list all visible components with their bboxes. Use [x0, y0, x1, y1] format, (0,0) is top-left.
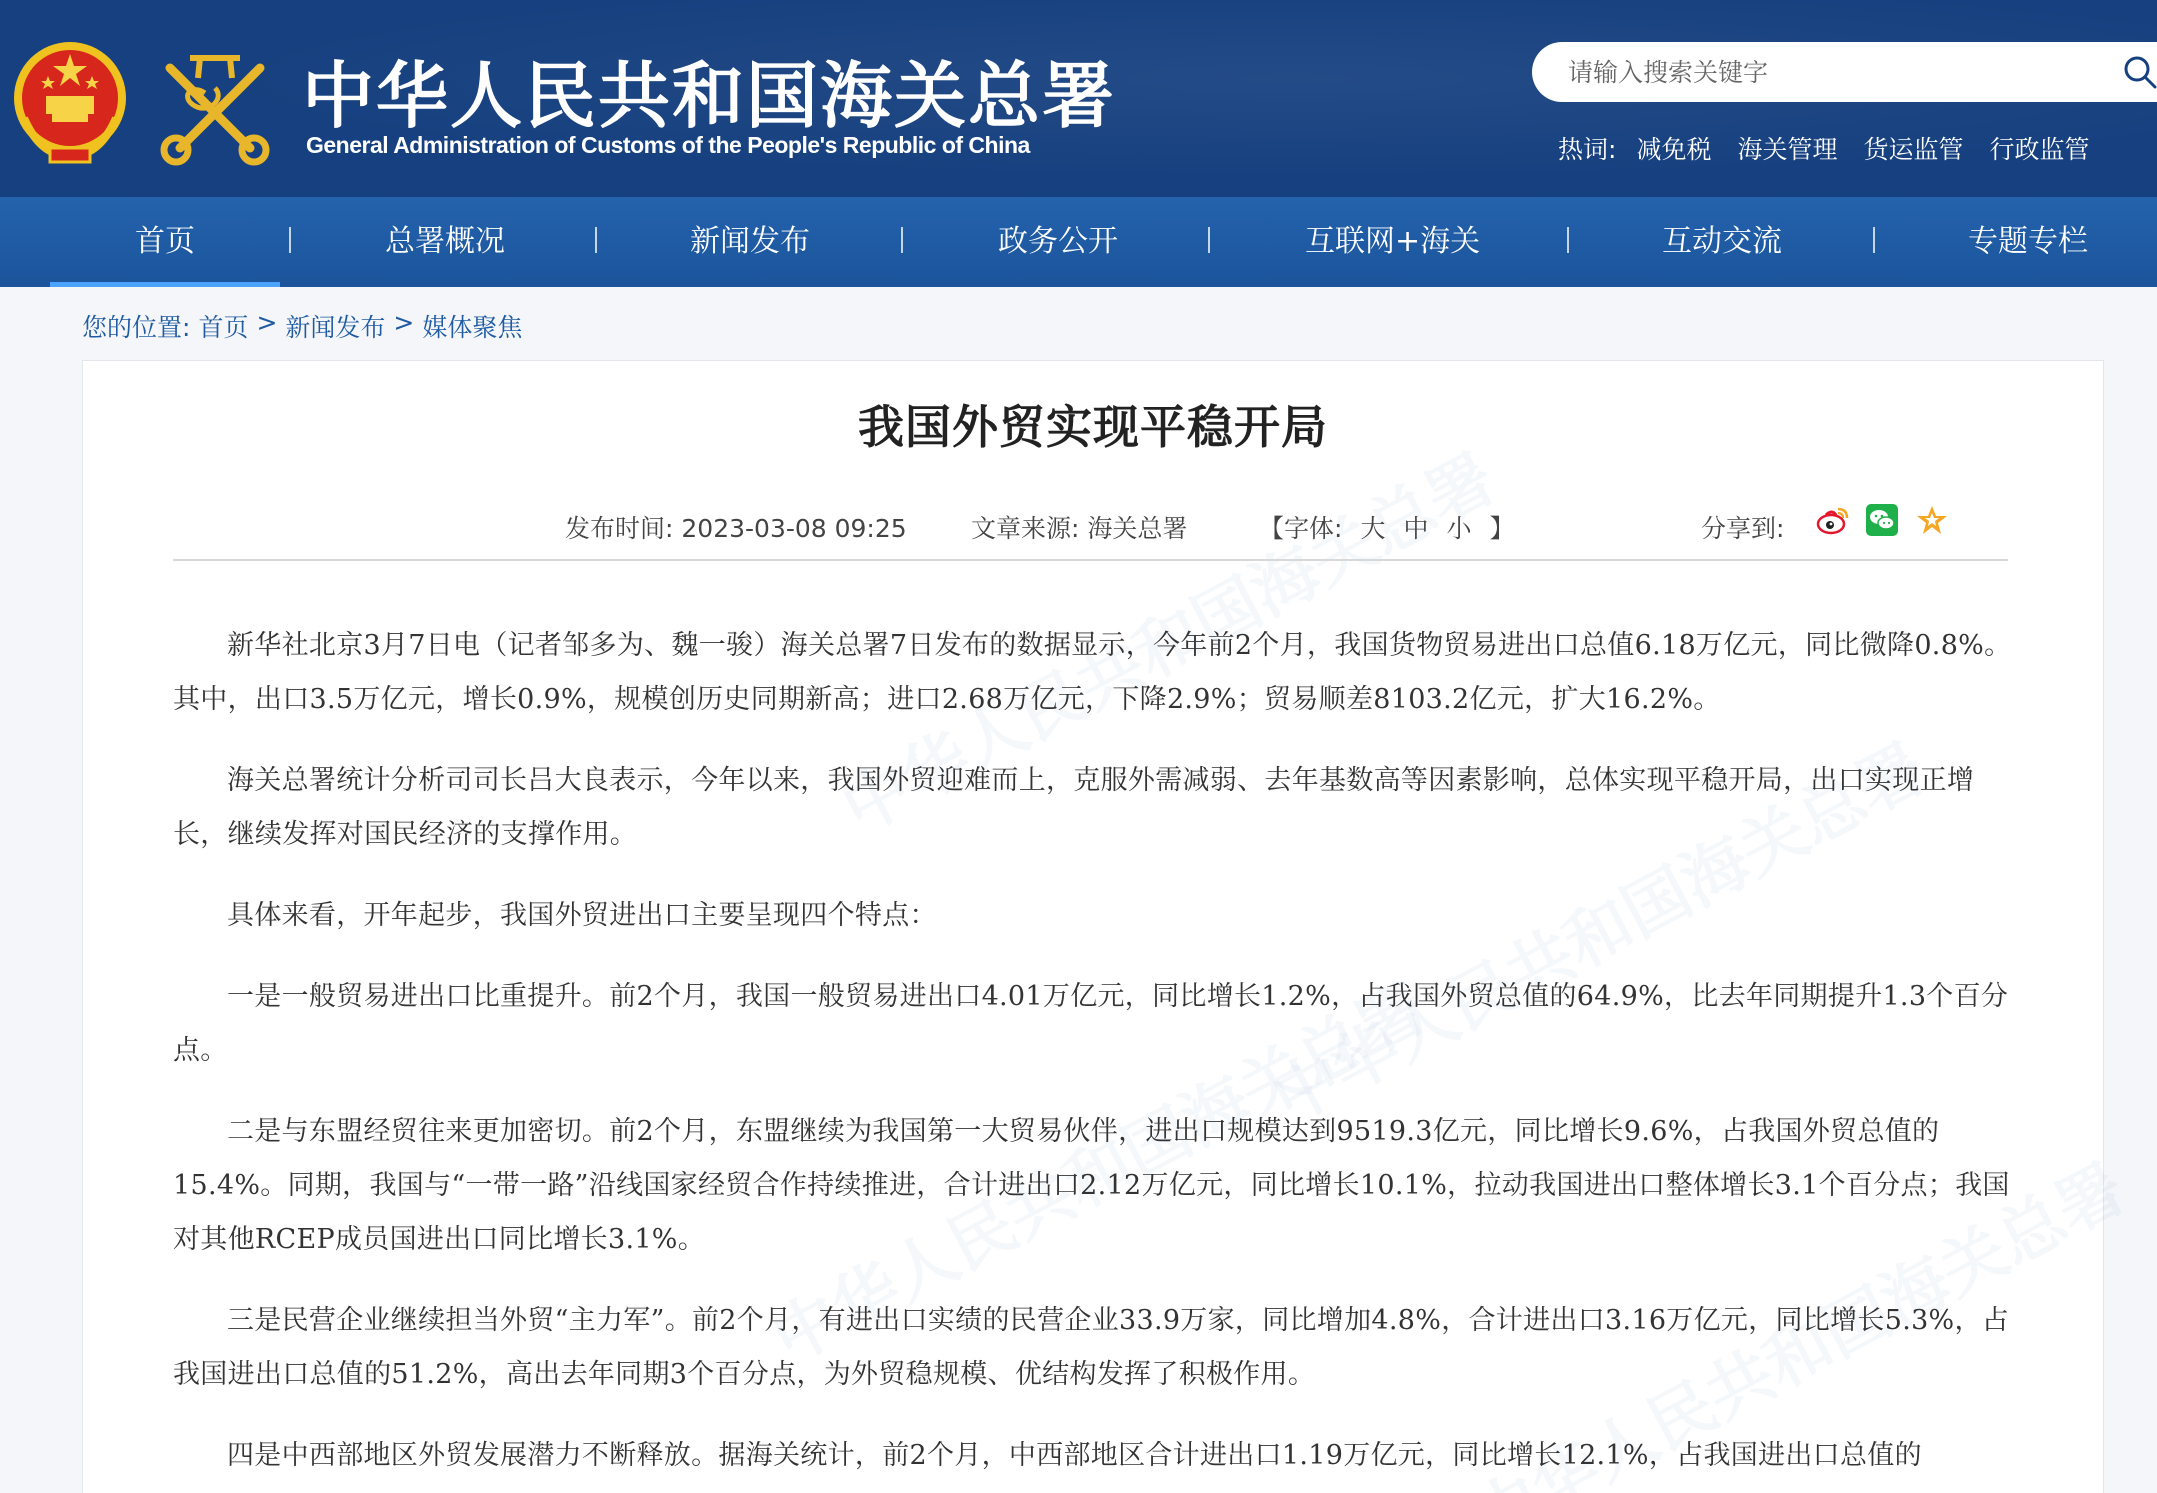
- breadcrumb-link-home[interactable]: 首页: [198, 313, 249, 342]
- wechat-icon[interactable]: [1865, 503, 1899, 537]
- publish-time: [565, 509, 907, 545]
- nav-divider: [901, 227, 903, 253]
- hot-word-link[interactable]: 减免税: [1636, 135, 1712, 164]
- nav-item-internet-customs[interactable]: 互联网+海关: [1305, 224, 1481, 259]
- search-icon[interactable]: [2122, 54, 2157, 90]
- font-size-control: [1259, 509, 1515, 545]
- hot-words-label: 热词:: [1558, 135, 1617, 164]
- article-body: [173, 619, 2013, 1493]
- article-card: [82, 360, 2104, 1493]
- nav-item-home[interactable]: 首页: [50, 197, 280, 287]
- publish-time-value: 2023-03-08 09:25: [681, 514, 907, 543]
- article-title: 我国外贸实现平稳开局: [858, 400, 1328, 454]
- search-input[interactable]: [1532, 44, 2092, 100]
- nav-divider: [289, 227, 291, 253]
- breadcrumb-link-media[interactable]: 媒体聚焦: [422, 313, 523, 342]
- nav-divider: [1567, 227, 1569, 253]
- weibo-icon[interactable]: [1816, 503, 1850, 537]
- article-paragraph: 海关总署统计分析司司长吕大良表示，今年以来，我国外贸迎难而上，克服外需减弱、去年基数高等因素影响，总体实现平稳开局，出口实现正增长，继续发挥对国民经济的支撑作用。: [173, 765, 1975, 850]
- nav-divider: [1873, 227, 1875, 253]
- nav-item-government-affairs[interactable]: 政务公开: [998, 224, 1118, 259]
- hot-words: [1558, 130, 2090, 166]
- article-paragraph: 新华社北京3月7日电（记者邹多为、魏一骏）海关总署7日发布的数据显示，今年前2个月，我国货物贸易进出口总值6.18万亿元，同比微降0.8%。其中，出口3.5万亿元，增长0.9%，规模创历史同期新高；进口2.68万亿元，下降2.9%；贸易顺差8103.2亿元，扩大16.2%。: [173, 630, 2012, 715]
- share-label: 分享到:: [1701, 514, 1785, 543]
- publish-time-label: 发布时间:: [565, 514, 674, 543]
- hot-word-link[interactable]: 行政监管: [1989, 135, 2090, 164]
- article-paragraph: 三是民营企业继续担当外贸“主力军”。前2个月，有进出口实绩的民营企业33.9万家，同比增加4.8%，合计进出口3.16万亿元，同比增长5.3%，占我国进出口总值的51.2%，高出去年同期3个百分点，为外贸稳规模、优结构发挥了积极作用。: [173, 1305, 2010, 1390]
- article-paragraph: 一是一般贸易进出口比重提升。前2个月，我国一般贸易进出口4.01万亿元，同比增长1.2%，占我国外贸总值的64.9%，比去年同期提升1.3个百分点。: [173, 981, 2009, 1066]
- national-emblem-icon: [10, 38, 130, 168]
- font-size-label: 【字体:: [1259, 514, 1343, 543]
- nav-divider: [1208, 227, 1210, 253]
- customs-keys-logo-icon: [150, 48, 280, 166]
- source-value: 海关总署: [1087, 514, 1188, 543]
- nav-item-overview[interactable]: 总署概况: [385, 224, 505, 259]
- nav-item-special-topics[interactable]: 专题专栏: [1968, 224, 2088, 259]
- breadcrumb-label: 您的位置:: [82, 313, 191, 342]
- hot-word-link[interactable]: 货运监管: [1863, 135, 1964, 164]
- favorite-icon[interactable]: [1915, 503, 1949, 537]
- font-size-close: 】: [1489, 514, 1515, 543]
- main-nav: [0, 197, 2157, 287]
- search-box: [1532, 42, 2157, 102]
- breadcrumb-separator: >: [256, 308, 278, 337]
- breadcrumb-link-news[interactable]: 新闻发布: [285, 313, 386, 342]
- article-paragraph: 二是与东盟经贸往来更加密切。前2个月，东盟继续为我国第一大贸易伙伴，进出口规模达到9519.3亿元，同比增长9.6%，占我国外贸总值的15.4%。同期，我国与“一带一路”沿线国家经贸合作持续推进，合计进出口2.12万亿元，同比增长10.1%，拉动我国进出口整体增长3.1个百分点；我国对其他RCEP成员国进出口同比增长3.1%。: [173, 1116, 2010, 1255]
- site-header: [0, 0, 2157, 197]
- article-source: [971, 509, 1187, 545]
- source-label: 文章来源:: [971, 514, 1080, 543]
- article-paragraph: 具体来看，开年起步，我国外贸进出口主要呈现四个特点：: [227, 900, 937, 931]
- nav-divider: [595, 227, 597, 253]
- font-size-medium[interactable]: 中: [1403, 514, 1429, 543]
- site-title-cn: 中华人民共和国海关总署: [302, 53, 1117, 138]
- hot-word-link[interactable]: 海关管理: [1737, 135, 1838, 164]
- breadcrumb-separator: >: [393, 308, 415, 337]
- nav-item-interaction[interactable]: 互动交流: [1662, 224, 1782, 259]
- breadcrumb: [82, 308, 522, 344]
- site-title-en: General Administration of Customs of the People's Republic of China: [306, 132, 1030, 158]
- font-size-small[interactable]: 小: [1446, 514, 1472, 543]
- font-size-large[interactable]: 大: [1360, 514, 1386, 543]
- nav-item-news[interactable]: 新闻发布: [690, 224, 810, 259]
- article-paragraph: 四是中西部地区外贸发展潜力不断释放。据海关统计，前2个月，中西部地区合计进出口1.19万亿元，同比增长12.1%，占我国进出口总值的: [227, 1440, 1922, 1471]
- title-divider: [173, 559, 2008, 561]
